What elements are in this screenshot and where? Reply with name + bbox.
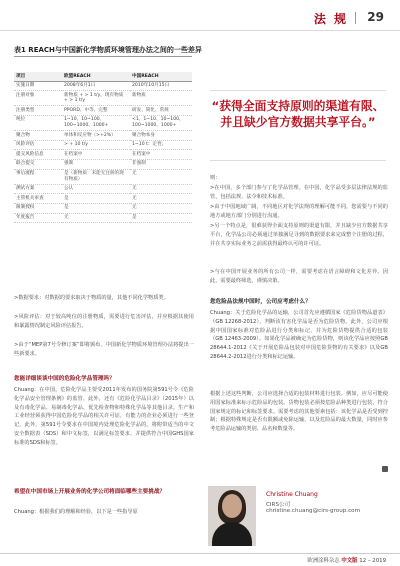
page-number: 29 <box>367 10 384 24</box>
column-header: 中国REACH <box>130 72 192 81</box>
table-title: 表1 REACH与中国新化学物质环境管理办法之间的一些差异 <box>14 46 202 54</box>
table-cell: 无 <box>130 194 192 204</box>
question-heading-3: 您危险品法规中国时，公司应考虑什么？ <box>210 299 311 305</box>
table-row <box>14 106 192 116</box>
answer-paragraph-4: 根据上述这些判断，公司应选择合适的包装材料进行包装。例如，应尽可能使用国家标准来标示危险品的包装。货物包装必须按危险品种类进行包装，符合国家规定的标记和标签要求。需要考虑的其他要素包括：该化学品是否受到控制；根据特殊规定是否有限额或免除运输，以及危险品的最大数量，同时应参考危险品运输的类别、品名和数量等。 <box>210 391 388 433</box>
author-name: Christine Chuang <box>266 491 318 498</box>
table-cell: 注册对象 <box>14 91 62 106</box>
table-cell: 无 <box>130 184 192 194</box>
table-cell: 吨位 <box>14 115 62 130</box>
question-heading-1: 您能详细谈谈中国的危险化学品管理吗？ <box>14 376 115 382</box>
article-end-icon <box>382 466 388 472</box>
pull-quote: “获得全面支持原则的渠道有限、并且缺少官方数据共享平台。” <box>211 99 385 129</box>
table-cell: 主管机关审查 <box>14 194 62 204</box>
table-cell: 聚合物本身 <box>130 131 192 141</box>
table-top-rule <box>14 56 192 57</box>
table-row <box>14 203 192 213</box>
table-cell: 是 <box>130 213 192 223</box>
header-divider <box>355 12 356 24</box>
column-header: 项目 <box>14 72 62 81</box>
table-row <box>14 169 192 184</box>
table-cell: 无 <box>62 213 130 223</box>
table-row <box>14 159 192 169</box>
table-header-row <box>14 72 192 81</box>
table-row <box>14 140 192 150</box>
bullet-language-culture: >与在中国开展业务的所有公司一样，需要考虑在语言障碍和文化差异。因此，需要最终筛选，谨慎决策。 <box>210 269 388 284</box>
table-cell: 限制授权 <box>14 203 62 213</box>
table-row <box>14 194 192 204</box>
footer-publication: 欧洲涂料杂志 <box>307 558 340 564</box>
table-cell: 是 <box>62 203 130 213</box>
table-cell: PPORD、中等、完整 <box>62 106 130 116</box>
table-cell: > + 10 t/y <box>62 140 130 150</box>
table-cell: 新物质 + > 1 t/y，现有物质 + > 1 t/y <box>62 91 130 106</box>
bullet-data-requirements: >数据要求：对数据的要求取决于物质的量，其他不同化学物质类。 <box>14 295 169 301</box>
table-cell: 聚合物 <box>14 131 62 141</box>
table-row <box>14 91 192 106</box>
table-row <box>14 184 192 194</box>
table-cell: <1、1~10、10~100、100~1000、1000+ <box>130 115 192 130</box>
table-cell: 强制 <box>62 159 130 169</box>
table-cell: 提交风险信息 <box>14 150 62 160</box>
table-row <box>14 213 192 223</box>
table-cell: 新物质 <box>130 91 192 106</box>
table-cell: 联合提交 <box>14 159 62 169</box>
table-row <box>14 131 192 141</box>
table-cell: 非强制 <box>130 159 192 169</box>
bullet-data-sharing: >另一个特点是，很难获得全面支持原则的渠道有限，并且缺少官方数据共享平台，化学品公司必须通过单独满足寻到的数据要求来完成整个注册的过程，并在共享实际业务之前需获得最终认可的许可证。 <box>210 223 388 247</box>
quote-bottom-rule <box>210 160 386 161</box>
answer-paragraph-1: Chuang：在中国，危险化学品主要受2011年发布的国务院第591号令《危险化学品安全管理条例》的监管。此外，还有《危险化学品目录》（2015年）以及有毒化学品、易制毒化学品、优先检查物和特殊化学品等其他目录。生产和工业经营须获得中国危险化学品的相关许可证，有能力的企业必须进行一些登记。此外，第591号令要求在中国境内处理危险化学品的，将附带适当的中文安全数据表（SDS）和中文标签，以满足标签要求，并提供符合中国GHS国家标准的SDS和标签。 <box>14 387 194 446</box>
table-cell: 实施日期 <box>14 81 62 91</box>
answer-paragraph-2: Chuang：根据我们的理解和经验，以下是一些指导原 <box>14 509 138 515</box>
table-cell: 是（新物质：未能无注册的现有物质） <box>62 169 130 184</box>
table-cell: 年度报告 <box>14 213 62 223</box>
table-cell: 2010年10月15日 <box>130 81 192 91</box>
table-cell: 1~10、10~100、100~1000、1000+ <box>62 115 130 130</box>
comparison-table <box>14 72 192 223</box>
table-cell: 在档案中 <box>62 150 130 160</box>
author-email: christine.chuang@cirs-group.com <box>266 508 361 514</box>
table-row <box>14 81 192 91</box>
bullet-regional-differences: >由于中国地域广阔，不同地区对化学法规的理解可能不同，您需要与不同的地方或地方部门分别进行沟通。 <box>210 204 388 219</box>
bullet-risk-assessment: >风险评估：对于较高吨位的注册物质，需要进行危害评估，并应根据其使用和暴露情况制定风险评估报告。 <box>14 314 194 329</box>
paragraph-continuation: 则： <box>210 175 221 181</box>
table-cell: 单体和反应物（>+2%） <box>62 131 130 141</box>
table-cell: 是 <box>62 194 130 204</box>
footer <box>307 556 386 564</box>
author-organization: CIRS公司 <box>266 502 291 508</box>
footer-issue: 12 – 2019 <box>359 558 386 564</box>
table-cell: 2008年6月1日 <box>62 81 130 91</box>
table-cell: 无 <box>130 169 192 184</box>
table-cell: 注册类型 <box>14 106 62 116</box>
table-cell: 公认 <box>62 184 130 194</box>
table-cell: 测试方案 <box>14 184 62 194</box>
table-cell: 1~10 t：定性； <box>130 140 192 150</box>
header-rule <box>0 30 400 31</box>
section-title: 法 规 <box>313 12 348 26</box>
table-cell: 在档案中 <box>130 150 192 160</box>
question-heading-2: 希望在中国市场上开展业务的化学公司将面临哪些主要挑战？ <box>14 489 166 495</box>
table-row <box>14 150 192 160</box>
table-cell: 风险评估 <box>14 140 62 150</box>
bullet-multiple-departments: >在中国，多个部门参与了化学品管理。在中国，化学品受多层法律法规的监管，包括法规、法令和技术标准。 <box>210 185 388 200</box>
table-cell: 研发、简化、常规 <box>130 106 192 116</box>
footer-rule <box>0 553 400 554</box>
answer-paragraph-3: Chuang：关于危险化学品的运输，公司首先应遵循国家《危险货物品道表》（GB 12268-2012），判断该有害化学品是否为危险货物。此外，公司应根据中国国家标准对危险品进行分类和标记，并为危险货物提供合适的包装（GB 12463-2009）。如果化学品被确定为危险货物，则该化学品应按照GB 28644.1-2012《关于开展危险品包装对中国危险货物的有关要求》以及GB 28644.2-2012进行分类和标记运输。 <box>210 310 388 360</box>
quote-top-rule <box>210 90 386 91</box>
footer-edition: 中文版 <box>341 558 358 564</box>
bullet-mep-amendment: >由于“MEP第7号令修订案”即将颁布，中国新化学物质环境管理办法将提出一些新要求。 <box>14 342 194 357</box>
column-header: 欧盟REACH <box>62 72 130 81</box>
table-cell: 事后流程 <box>14 169 62 184</box>
table-cell: 无 <box>130 203 192 213</box>
author-photo <box>208 486 256 546</box>
table-row <box>14 115 192 130</box>
